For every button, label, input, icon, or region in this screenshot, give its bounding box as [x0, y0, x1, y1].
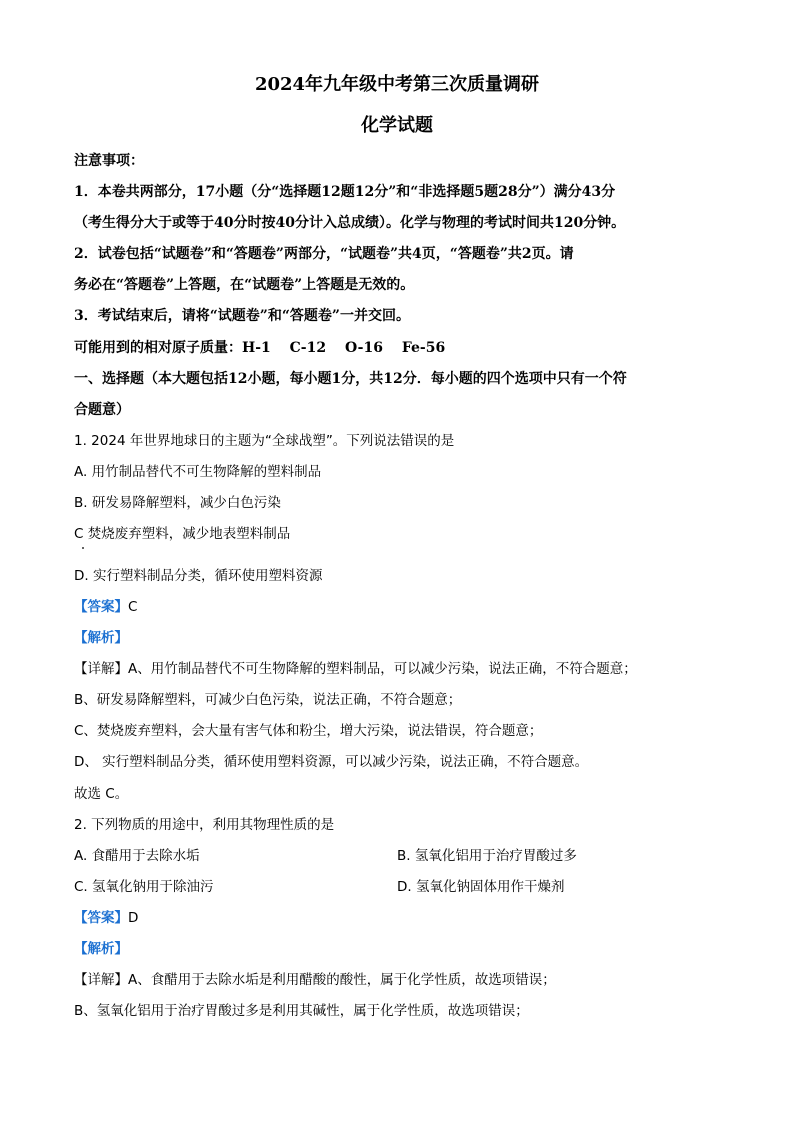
q2-option-d: D. 氢氧化钠固体用作干燥剂	[397, 879, 565, 895]
q1-answer	[74, 597, 137, 617]
notice-item-1-cont: （考生得分大于或等于40分时按40分计入总成绩）。化学与物理的考试时间共120分钟。	[74, 215, 626, 231]
q1-detail-d: D、 实行塑料制品分类，循环使用塑料资源，可以减少污染，说法正确，不符合题意。	[74, 754, 589, 770]
q1-detail-c: C、焚烧废弃塑料，会大量有害气体和粉尘，增大污染，说法错误，符合题意；	[74, 723, 543, 739]
q2-option-a: A. 食醋用于去除水垢	[74, 848, 200, 864]
q1-option-d: D. 实行塑料制品分类，循环使用塑料资源	[74, 568, 323, 584]
q1-conclusion: 故选 C。	[74, 786, 129, 802]
detail-tag: 【详解】	[74, 661, 128, 677]
exam-title: 2024年九年级中考第三次质量调研	[254, 74, 540, 95]
q2-stem: 2. 下列物质的用途中，利用其物理性质的是	[74, 817, 335, 833]
section-heading: 一、选择题（本大题包括12小题，每小题1分，共12分．每小题的四个选项中只有一个符	[74, 371, 627, 387]
atomic-masses: 可能用到的相对原子质量：H-1 C-12 O-16 Fe-56	[74, 340, 446, 356]
detail-tag: 【详解】	[74, 972, 128, 988]
notice-item-2-cont: 务必在“答题卷”上答题，在“试题卷”上答题是无效的。	[74, 277, 415, 293]
q2-detail-a	[74, 970, 556, 990]
analysis-tag: 【解析】	[74, 630, 128, 646]
notice-item-2: 2．试卷包括“试题卷”和“答题卷”两部分，“试题卷”共4页，“答题卷”共2页。请	[74, 246, 574, 262]
notice-heading: 注意事项：	[74, 153, 144, 169]
q2-detail-b: B、氢氧化铝用于治疗胃酸过多是利用其碱性，属于化学性质，故选项错误；	[74, 1003, 529, 1019]
stray-dot	[82, 547, 84, 549]
section-heading-cont: 合题意）	[74, 402, 130, 418]
q1-detail-a	[74, 659, 637, 679]
exam-subtitle: 化学试题	[361, 115, 433, 136]
q1-option-b: B. 研发易降解塑料，减少白色污染	[74, 495, 281, 511]
answer-tag: 【答案】	[74, 599, 128, 615]
notice-item-3: 3．考试结束后，请将“试题卷”和“答题卷”一并交回。	[74, 308, 410, 324]
detail-text: A、食醋用于去除水垢是利用醋酸的酸性，属于化学性质，故选项错误；	[128, 972, 556, 988]
q1-stem: 1. 2024 年世界地球日的主题为“全球战塑”。下列说法错误的是	[74, 433, 455, 449]
q1-analysis	[74, 628, 128, 648]
answer-value: D	[128, 910, 139, 926]
q1-detail-b: B、研发易降解塑料，可减少白色污染，说法正确，不符合题意；	[74, 692, 462, 708]
q2-answer	[74, 908, 138, 928]
answer-value: C	[128, 599, 138, 615]
detail-text: A、用竹制品替代不可生物降解的塑料制品，可以减少污染，说法正确，不符合题意；	[128, 661, 637, 677]
q2-option-b: B. 氢氧化铝用于治疗胃酸过多	[397, 848, 577, 864]
notice-item-1: 1．本卷共两部分，17小题（分“选择题12题12分”和“非选择题5题28分”）满分43分	[74, 184, 616, 200]
q2-option-c: C. 氢氧化钠用于除油污	[74, 879, 214, 895]
q1-option-c: C 焚烧废弃塑料，减少地表塑料制品	[74, 526, 291, 542]
analysis-tag: 【解析】	[74, 941, 128, 957]
q1-option-a: A. 用竹制品替代不可生物降解的塑料制品	[74, 464, 322, 480]
q2-analysis	[74, 939, 128, 959]
answer-tag: 【答案】	[74, 910, 128, 926]
